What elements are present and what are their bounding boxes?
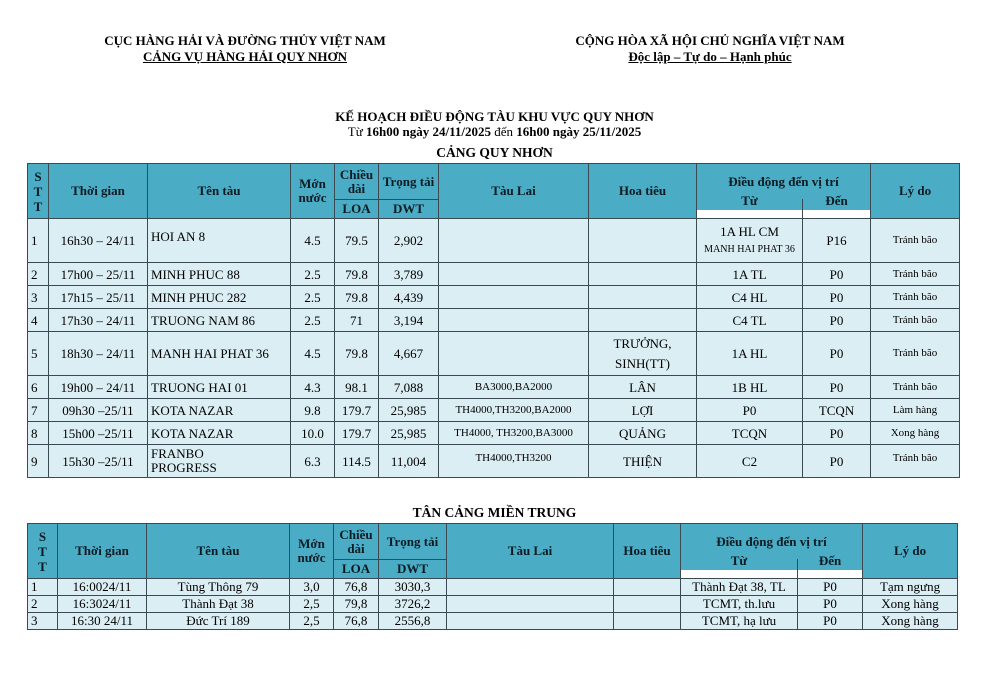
cell-tug: TH4000, TH3200,BA3000 — [439, 422, 589, 445]
cell-loa: 79,8 — [334, 596, 379, 613]
cell-dwt: 11,004 — [379, 445, 439, 478]
cell-from: TCQN — [697, 422, 803, 445]
cell-to: P0 — [803, 309, 871, 332]
cell-stt: 7 — [28, 399, 49, 422]
cell-stt: 9 — [28, 445, 49, 478]
period-from: 16h00 ngày 24/11/2025 — [366, 124, 491, 139]
agency-header — [40, 33, 450, 65]
table-row — [28, 263, 960, 286]
cell-tug — [439, 219, 589, 263]
col-header-from: Từ — [681, 552, 798, 571]
cell-draft: 6.3 — [291, 445, 335, 478]
cell-loa: 76,8 — [334, 579, 379, 596]
col-header-tonnage: Trọng tải — [379, 164, 439, 200]
cell-ship: TRUONG HAI 01 — [148, 376, 291, 399]
cell-time: 16h30 – 24/11 — [49, 219, 148, 263]
cell-from: C4 HL — [697, 286, 803, 309]
table-row — [28, 613, 958, 630]
cell-ship: KOTA NAZAR — [148, 399, 291, 422]
col-header-move-to: Điều động đến vị trí — [697, 164, 871, 200]
cell-stt: 3 — [28, 286, 49, 309]
document-period — [0, 124, 989, 139]
cell-draft: 3,0 — [290, 579, 334, 596]
col-header-stt: S T T — [28, 524, 58, 579]
cell-loa: 114.5 — [335, 445, 379, 478]
col-header-time: Thời gian — [49, 164, 148, 219]
cell-dwt: 4,439 — [379, 286, 439, 309]
cell-to: P0 — [803, 286, 871, 309]
cell-ship — [148, 445, 291, 478]
cell-ship-line2: PROGRESS — [151, 460, 217, 475]
cell-stt: 1 — [28, 579, 58, 596]
table-row — [28, 286, 960, 309]
cell-from: P0 — [697, 399, 803, 422]
cell-from-note: MANH HAI PHAT 36 — [704, 244, 795, 255]
cell-tug — [447, 613, 614, 630]
cell-draft: 2,5 — [290, 596, 334, 613]
cell-tug — [439, 286, 589, 309]
cell-pilot — [614, 596, 681, 613]
cell-ship-line1: FRANBO — [151, 446, 204, 461]
national-header — [505, 33, 915, 65]
table-row — [28, 219, 960, 263]
schedule-table-tan-cang — [27, 523, 958, 630]
cell-from: C4 TL — [697, 309, 803, 332]
cell-reason: Tránh bão — [871, 263, 960, 286]
col-header-tug: Tàu Lai — [447, 524, 614, 579]
schedule-table-quy-nhon — [27, 163, 960, 478]
col-header-dwt: DWT — [379, 560, 447, 579]
cell-pilot — [614, 613, 681, 630]
cell-tug: TH4000,TH3200 — [439, 445, 589, 478]
cell-stt: 8 — [28, 422, 49, 445]
table-row — [28, 579, 958, 596]
cell-time: 16:30 24/11 — [58, 613, 147, 630]
table-row — [28, 309, 960, 332]
period-to: 16h00 ngày 25/11/2025 — [516, 124, 642, 139]
cell-loa: 79.8 — [335, 263, 379, 286]
cell-time: 15h00 –25/11 — [49, 422, 148, 445]
col-header-pilot: Hoa tiêu — [614, 524, 681, 579]
cell-draft: 2.5 — [291, 286, 335, 309]
cell-time: 16:0024/11 — [58, 579, 147, 596]
col-header-reason: Lý do — [863, 524, 958, 579]
table-row — [28, 376, 960, 399]
cell-tug: BA3000,BA2000 — [439, 376, 589, 399]
cell-pilot-line2: SINH(TT) — [615, 355, 670, 371]
cell-time: 15h30 –25/11 — [49, 445, 148, 478]
cell-ship: Tùng Thông 79 — [147, 579, 290, 596]
col-header-to: Đến — [798, 552, 863, 571]
col-header-ship: Tên tàu — [147, 524, 290, 579]
col-header-loa: LOA — [334, 560, 379, 579]
national-motto: Độc lập – Tự do – Hạnh phúc — [628, 49, 792, 64]
table-row — [28, 445, 960, 478]
cell-pilot — [589, 309, 697, 332]
col-header-length: Chiều dài — [335, 164, 379, 200]
table-row — [28, 399, 960, 422]
cell-stt: 5 — [28, 332, 49, 376]
cell-draft: 2.5 — [291, 263, 335, 286]
col-header-stt: S T T — [28, 164, 49, 219]
cell-pilot — [614, 579, 681, 596]
cell-from — [697, 219, 803, 263]
cell-to: P0 — [803, 422, 871, 445]
cell-stt: 4 — [28, 309, 49, 332]
cell-draft: 4.5 — [291, 219, 335, 263]
col-header-time: Thời gian — [58, 524, 147, 579]
cell-loa: 179.7 — [335, 422, 379, 445]
document-title: KẾ HOẠCH ĐIỀU ĐỘNG TÀU KHU VỰC QUY NHƠN — [335, 109, 654, 124]
cell-from: TCMT, hạ lưu — [681, 613, 798, 630]
period-prefix: Từ — [347, 124, 367, 139]
cell-ship: MINH PHUC 282 — [148, 286, 291, 309]
col-header-reason: Lý do — [871, 164, 960, 219]
cell-ship: TRUONG NAM 86 — [148, 309, 291, 332]
cell-ship: HOI AN 8 — [148, 219, 291, 263]
cell-reason: Tránh bão — [871, 219, 960, 263]
cell-loa: 76,8 — [334, 613, 379, 630]
cell-stt: 2 — [28, 263, 49, 286]
cell-reason: Tránh bão — [871, 376, 960, 399]
cell-loa: 79.8 — [335, 286, 379, 309]
cell-loa: 79.8 — [335, 332, 379, 376]
col-header-loa: LOA — [335, 200, 379, 219]
cell-to: P0 — [803, 376, 871, 399]
cell-reason: Xong hàng — [863, 613, 958, 630]
cell-tug — [447, 596, 614, 613]
period-mid: đến — [490, 124, 517, 139]
cell-from: C2 — [697, 445, 803, 478]
section-title-quy-nhon: CẢNG QUY NHƠN — [436, 145, 553, 160]
cell-dwt: 25,985 — [379, 399, 439, 422]
col-header-dwt: DWT — [379, 200, 439, 219]
col-header-tug: Tàu Lai — [439, 164, 589, 219]
cell-reason: Tránh bão — [871, 286, 960, 309]
cell-dwt: 2556,8 — [379, 613, 447, 630]
cell-tug — [439, 263, 589, 286]
cell-from: TCMT, th.lưu — [681, 596, 798, 613]
cell-tug — [439, 332, 589, 376]
cell-pilot: LÂN — [589, 376, 697, 399]
cell-tug: TH4000,TH3200,BA2000 — [439, 399, 589, 422]
table-row — [28, 422, 960, 445]
cell-tug — [447, 579, 614, 596]
cell-reason: Xong hàng — [871, 422, 960, 445]
cell-dwt: 3,789 — [379, 263, 439, 286]
cell-draft: 10.0 — [291, 422, 335, 445]
cell-time: 19h00 – 24/11 — [49, 376, 148, 399]
cell-reason: Tránh bão — [871, 309, 960, 332]
cell-time: 16:3024/11 — [58, 596, 147, 613]
cell-to: P0 — [803, 445, 871, 478]
section-title-tan-cang: TÂN CẢNG MIỀN TRUNG — [412, 505, 577, 520]
col-header-draft: Mớn nước — [290, 524, 334, 579]
cell-draft: 9.8 — [291, 399, 335, 422]
cell-stt: 3 — [28, 613, 58, 630]
cell-to: P0 — [798, 596, 863, 613]
cell-pilot: QUẢNG — [589, 422, 697, 445]
cell-reason: Tránh bão — [871, 445, 960, 478]
col-header-move-to: Điều động đến vị trí — [681, 524, 863, 560]
cell-to: P0 — [803, 263, 871, 286]
national-name: CỘNG HÒA XÃ HỘI CHỦ NGHĨA VIỆT NAM — [575, 33, 845, 48]
cell-reason: Xong hàng — [863, 596, 958, 613]
cell-stt: 2 — [28, 596, 58, 613]
cell-ship: MINH PHUC 88 — [148, 263, 291, 286]
cell-reason: Làm hàng — [871, 399, 960, 422]
cell-time: 17h15 – 25/11 — [49, 286, 148, 309]
cell-time: 17h30 – 24/11 — [49, 309, 148, 332]
cell-dwt: 3030,3 — [379, 579, 447, 596]
agency-name: CẢNG VỤ HÀNG HẢI QUY NHƠN — [142, 49, 348, 64]
cell-to: P0 — [798, 613, 863, 630]
cell-time: 18h30 – 24/11 — [49, 332, 148, 376]
col-header-pilot: Hoa tiêu — [589, 164, 697, 219]
cell-from-main: 1A HL CM — [720, 224, 779, 239]
cell-to: P0 — [798, 579, 863, 596]
cell-tug — [439, 309, 589, 332]
cell-pilot — [589, 219, 697, 263]
col-header-tonnage: Trọng tải — [379, 524, 447, 560]
cell-pilot — [589, 263, 697, 286]
cell-ship: KOTA NAZAR — [148, 422, 291, 445]
col-header-to: Đến — [803, 192, 871, 211]
cell-pilot-line1: TRƯỞNG, — [613, 335, 672, 351]
cell-ship: Đức Trí 189 — [147, 613, 290, 630]
cell-to: TCQN — [803, 399, 871, 422]
cell-ship: Thành Đạt 38 — [147, 596, 290, 613]
table-row — [28, 596, 958, 613]
cell-dwt: 25,985 — [379, 422, 439, 445]
cell-loa: 71 — [335, 309, 379, 332]
cell-draft: 4.5 — [291, 332, 335, 376]
cell-draft: 4.3 — [291, 376, 335, 399]
cell-draft: 2.5 — [291, 309, 335, 332]
cell-dwt: 4,667 — [379, 332, 439, 376]
cell-dwt: 2,902 — [379, 219, 439, 263]
cell-to: P16 — [803, 219, 871, 263]
cell-ship: MANH HAI PHAT 36 — [148, 332, 291, 376]
agency-parent-name: CỤC HÀNG HẢI VÀ ĐƯỜNG THỦY VIỆT NAM — [104, 33, 386, 48]
cell-stt: 1 — [28, 219, 49, 263]
cell-from: 1A HL — [697, 332, 803, 376]
cell-reason: Tránh bão — [871, 332, 960, 376]
col-header-length: Chiều dài — [334, 524, 379, 560]
cell-loa: 179.7 — [335, 399, 379, 422]
cell-loa: 79.5 — [335, 219, 379, 263]
cell-loa: 98.1 — [335, 376, 379, 399]
cell-from: 1B HL — [697, 376, 803, 399]
cell-pilot: LỢI — [589, 399, 697, 422]
cell-from: Thành Đạt 38, TL — [681, 579, 798, 596]
cell-from: 1A TL — [697, 263, 803, 286]
cell-stt: 6 — [28, 376, 49, 399]
col-header-draft: Mớn nước — [291, 164, 335, 219]
cell-to: P0 — [803, 332, 871, 376]
cell-pilot — [589, 332, 697, 376]
cell-dwt: 3,194 — [379, 309, 439, 332]
col-header-ship: Tên tàu — [148, 164, 291, 219]
cell-dwt: 3726,2 — [379, 596, 447, 613]
cell-draft: 2,5 — [290, 613, 334, 630]
cell-dwt: 7,088 — [379, 376, 439, 399]
cell-pilot — [589, 286, 697, 309]
table-row — [28, 332, 960, 376]
cell-reason: Tạm ngưng — [863, 579, 958, 596]
cell-time: 09h30 –25/11 — [49, 399, 148, 422]
cell-time: 17h00 – 25/11 — [49, 263, 148, 286]
cell-pilot: THIỆN — [589, 445, 697, 478]
col-header-from: Từ — [697, 192, 803, 211]
